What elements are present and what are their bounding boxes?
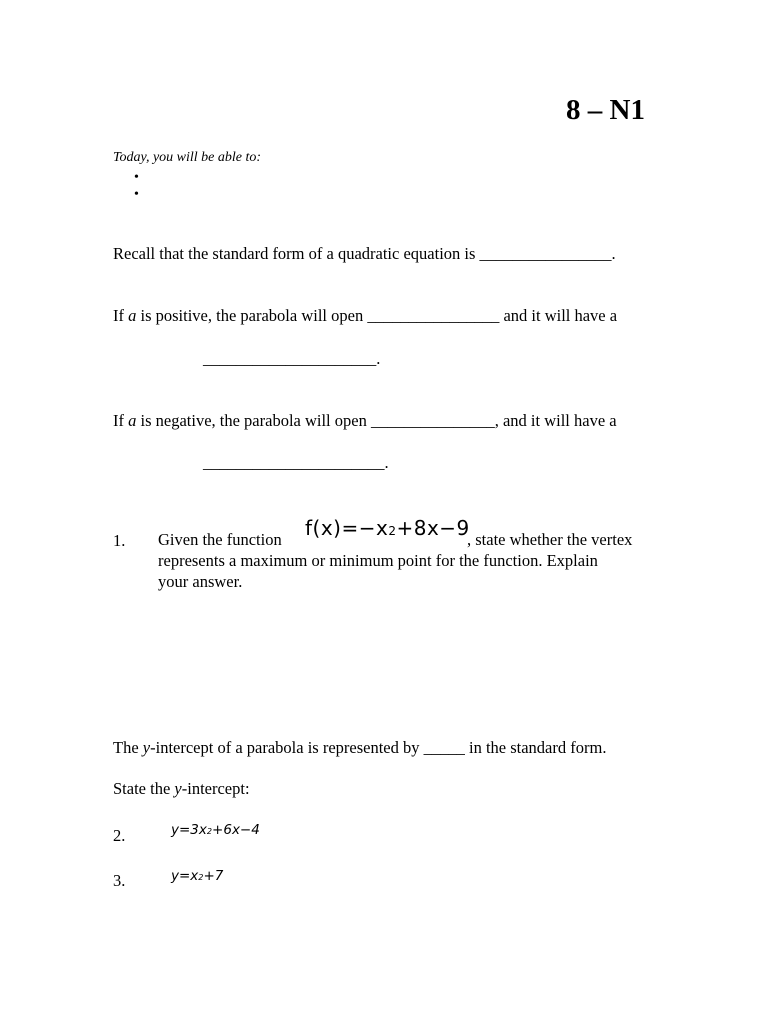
objectives-label: Today, you will be able to: [113, 150, 262, 165]
intercept-suffix: -intercept of a parabola is represented by _____ in the standard form. [150, 738, 607, 757]
recall-standard-form: Recall that the standard form of a quadratic equation is ________________. [113, 244, 616, 263]
formula-part: +6x−4 [212, 822, 260, 838]
y-intercept-instruction [113, 779, 250, 799]
question-1-rest-line2: represents a maximum or minimum point for the function. Explain [158, 551, 598, 570]
objective-bullet-1: • [134, 170, 139, 185]
positive-blank-line: _____________________. [203, 349, 381, 368]
positive-suffix: is positive, the parabola will open ________________ and it will have a [136, 306, 618, 325]
formula-part: +7 [203, 868, 224, 884]
negative-prefix: If [113, 411, 129, 430]
question-3-number: 3. [113, 871, 126, 890]
variable-a: a [128, 411, 137, 430]
formula-exponent: 2 [206, 826, 213, 836]
question-1-intro: Given the function [158, 530, 282, 549]
question-2-formula [171, 822, 260, 838]
negative-a-statement [113, 411, 617, 431]
variable-a: a [128, 306, 137, 325]
instruction-prefix: State the [113, 779, 175, 798]
question-3-formula [171, 868, 223, 884]
variable-y: y [142, 738, 151, 757]
page-title: 8 – N1 [566, 94, 645, 126]
formula-exponent: 2 [388, 524, 397, 538]
positive-prefix: If [113, 306, 129, 325]
question-1-rest-line3: your answer. [158, 572, 243, 591]
formula-part: f(x)=−x [305, 516, 389, 540]
formula-part: y=x [171, 868, 199, 884]
variable-y: y [174, 779, 182, 798]
positive-a-statement [113, 306, 617, 326]
negative-suffix: is negative, the parabola will open _______________, and it will have a [136, 411, 617, 430]
question-1-formula [305, 516, 470, 540]
intercept-prefix: The [113, 738, 143, 757]
question-2-number: 2. [113, 826, 126, 845]
formula-part: y=3x [171, 822, 207, 838]
y-intercept-statement [113, 738, 606, 758]
formula-part: +8x−9 [396, 516, 470, 540]
instruction-suffix: -intercept: [181, 779, 250, 798]
negative-blank-line: ______________________. [203, 453, 389, 472]
question-1-rest-line1: , state whether the vertex [467, 530, 633, 549]
question-1-number: 1. [113, 531, 126, 550]
formula-exponent: 2 [198, 872, 204, 882]
objective-bullet-2: • [134, 187, 139, 202]
